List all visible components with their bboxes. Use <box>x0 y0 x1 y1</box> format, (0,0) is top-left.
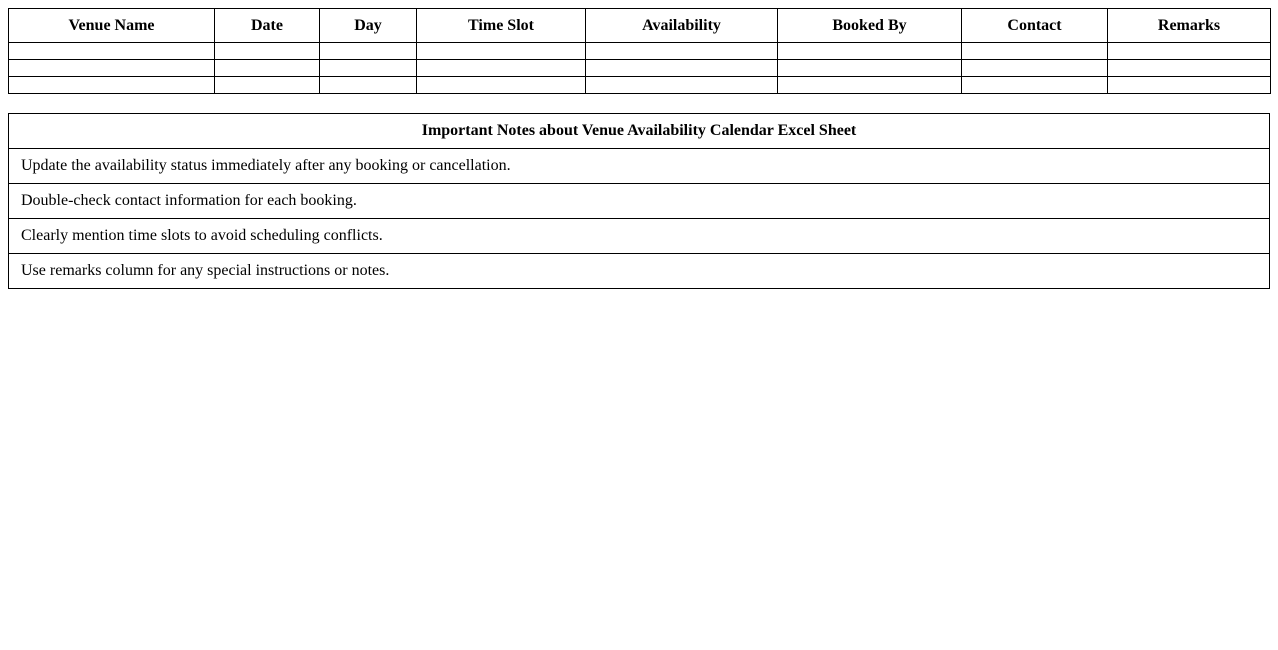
table-cell[interactable] <box>320 43 417 60</box>
note-row <box>9 219 1270 254</box>
note-row <box>9 184 1270 219</box>
column-header-availability: Availability <box>586 9 778 43</box>
venue-availability-table <box>8 8 1271 94</box>
table-cell[interactable] <box>1108 43 1271 60</box>
table-cell[interactable] <box>320 60 417 77</box>
table-cell[interactable] <box>962 43 1108 60</box>
table-cell[interactable] <box>9 77 215 94</box>
column-header-day: Day <box>320 9 417 43</box>
note-item: Use remarks column for any special instructions or notes. <box>9 254 1270 289</box>
column-header-booked-by: Booked By <box>778 9 962 43</box>
table-cell[interactable] <box>1108 60 1271 77</box>
table-cell[interactable] <box>417 43 586 60</box>
table-cell[interactable] <box>215 43 320 60</box>
table-cell[interactable] <box>9 43 215 60</box>
column-header-venue-name: Venue Name <box>9 9 215 43</box>
table-row <box>9 43 1271 60</box>
table-header-row <box>9 9 1271 43</box>
notes-header-row <box>9 114 1270 149</box>
table-cell[interactable] <box>320 77 417 94</box>
table-cell[interactable] <box>215 77 320 94</box>
table-row <box>9 77 1271 94</box>
note-row <box>9 149 1270 184</box>
table-cell[interactable] <box>586 43 778 60</box>
table-cell[interactable] <box>417 77 586 94</box>
column-header-contact: Contact <box>962 9 1108 43</box>
table-cell[interactable] <box>215 60 320 77</box>
table-cell[interactable] <box>417 60 586 77</box>
table-cell[interactable] <box>778 43 962 60</box>
note-item: Update the availability status immediately after any booking or cancellation. <box>9 149 1270 184</box>
note-item: Clearly mention time slots to avoid scheduling conflicts. <box>9 219 1270 254</box>
table-cell[interactable] <box>778 60 962 77</box>
table-cell[interactable] <box>962 77 1108 94</box>
column-header-remarks: Remarks <box>1108 9 1271 43</box>
notes-title: Important Notes about Venue Availability Calendar Excel Sheet <box>9 114 1270 149</box>
column-header-date: Date <box>215 9 320 43</box>
table-cell[interactable] <box>778 77 962 94</box>
column-header-time-slot: Time Slot <box>417 9 586 43</box>
note-row <box>9 254 1270 289</box>
table-cell[interactable] <box>962 60 1108 77</box>
important-notes-table <box>8 113 1270 289</box>
table-cell[interactable] <box>1108 77 1271 94</box>
note-item: Double-check contact information for each booking. <box>9 184 1270 219</box>
table-cell[interactable] <box>586 77 778 94</box>
table-row <box>9 60 1271 77</box>
table-cell[interactable] <box>586 60 778 77</box>
table-cell[interactable] <box>9 60 215 77</box>
